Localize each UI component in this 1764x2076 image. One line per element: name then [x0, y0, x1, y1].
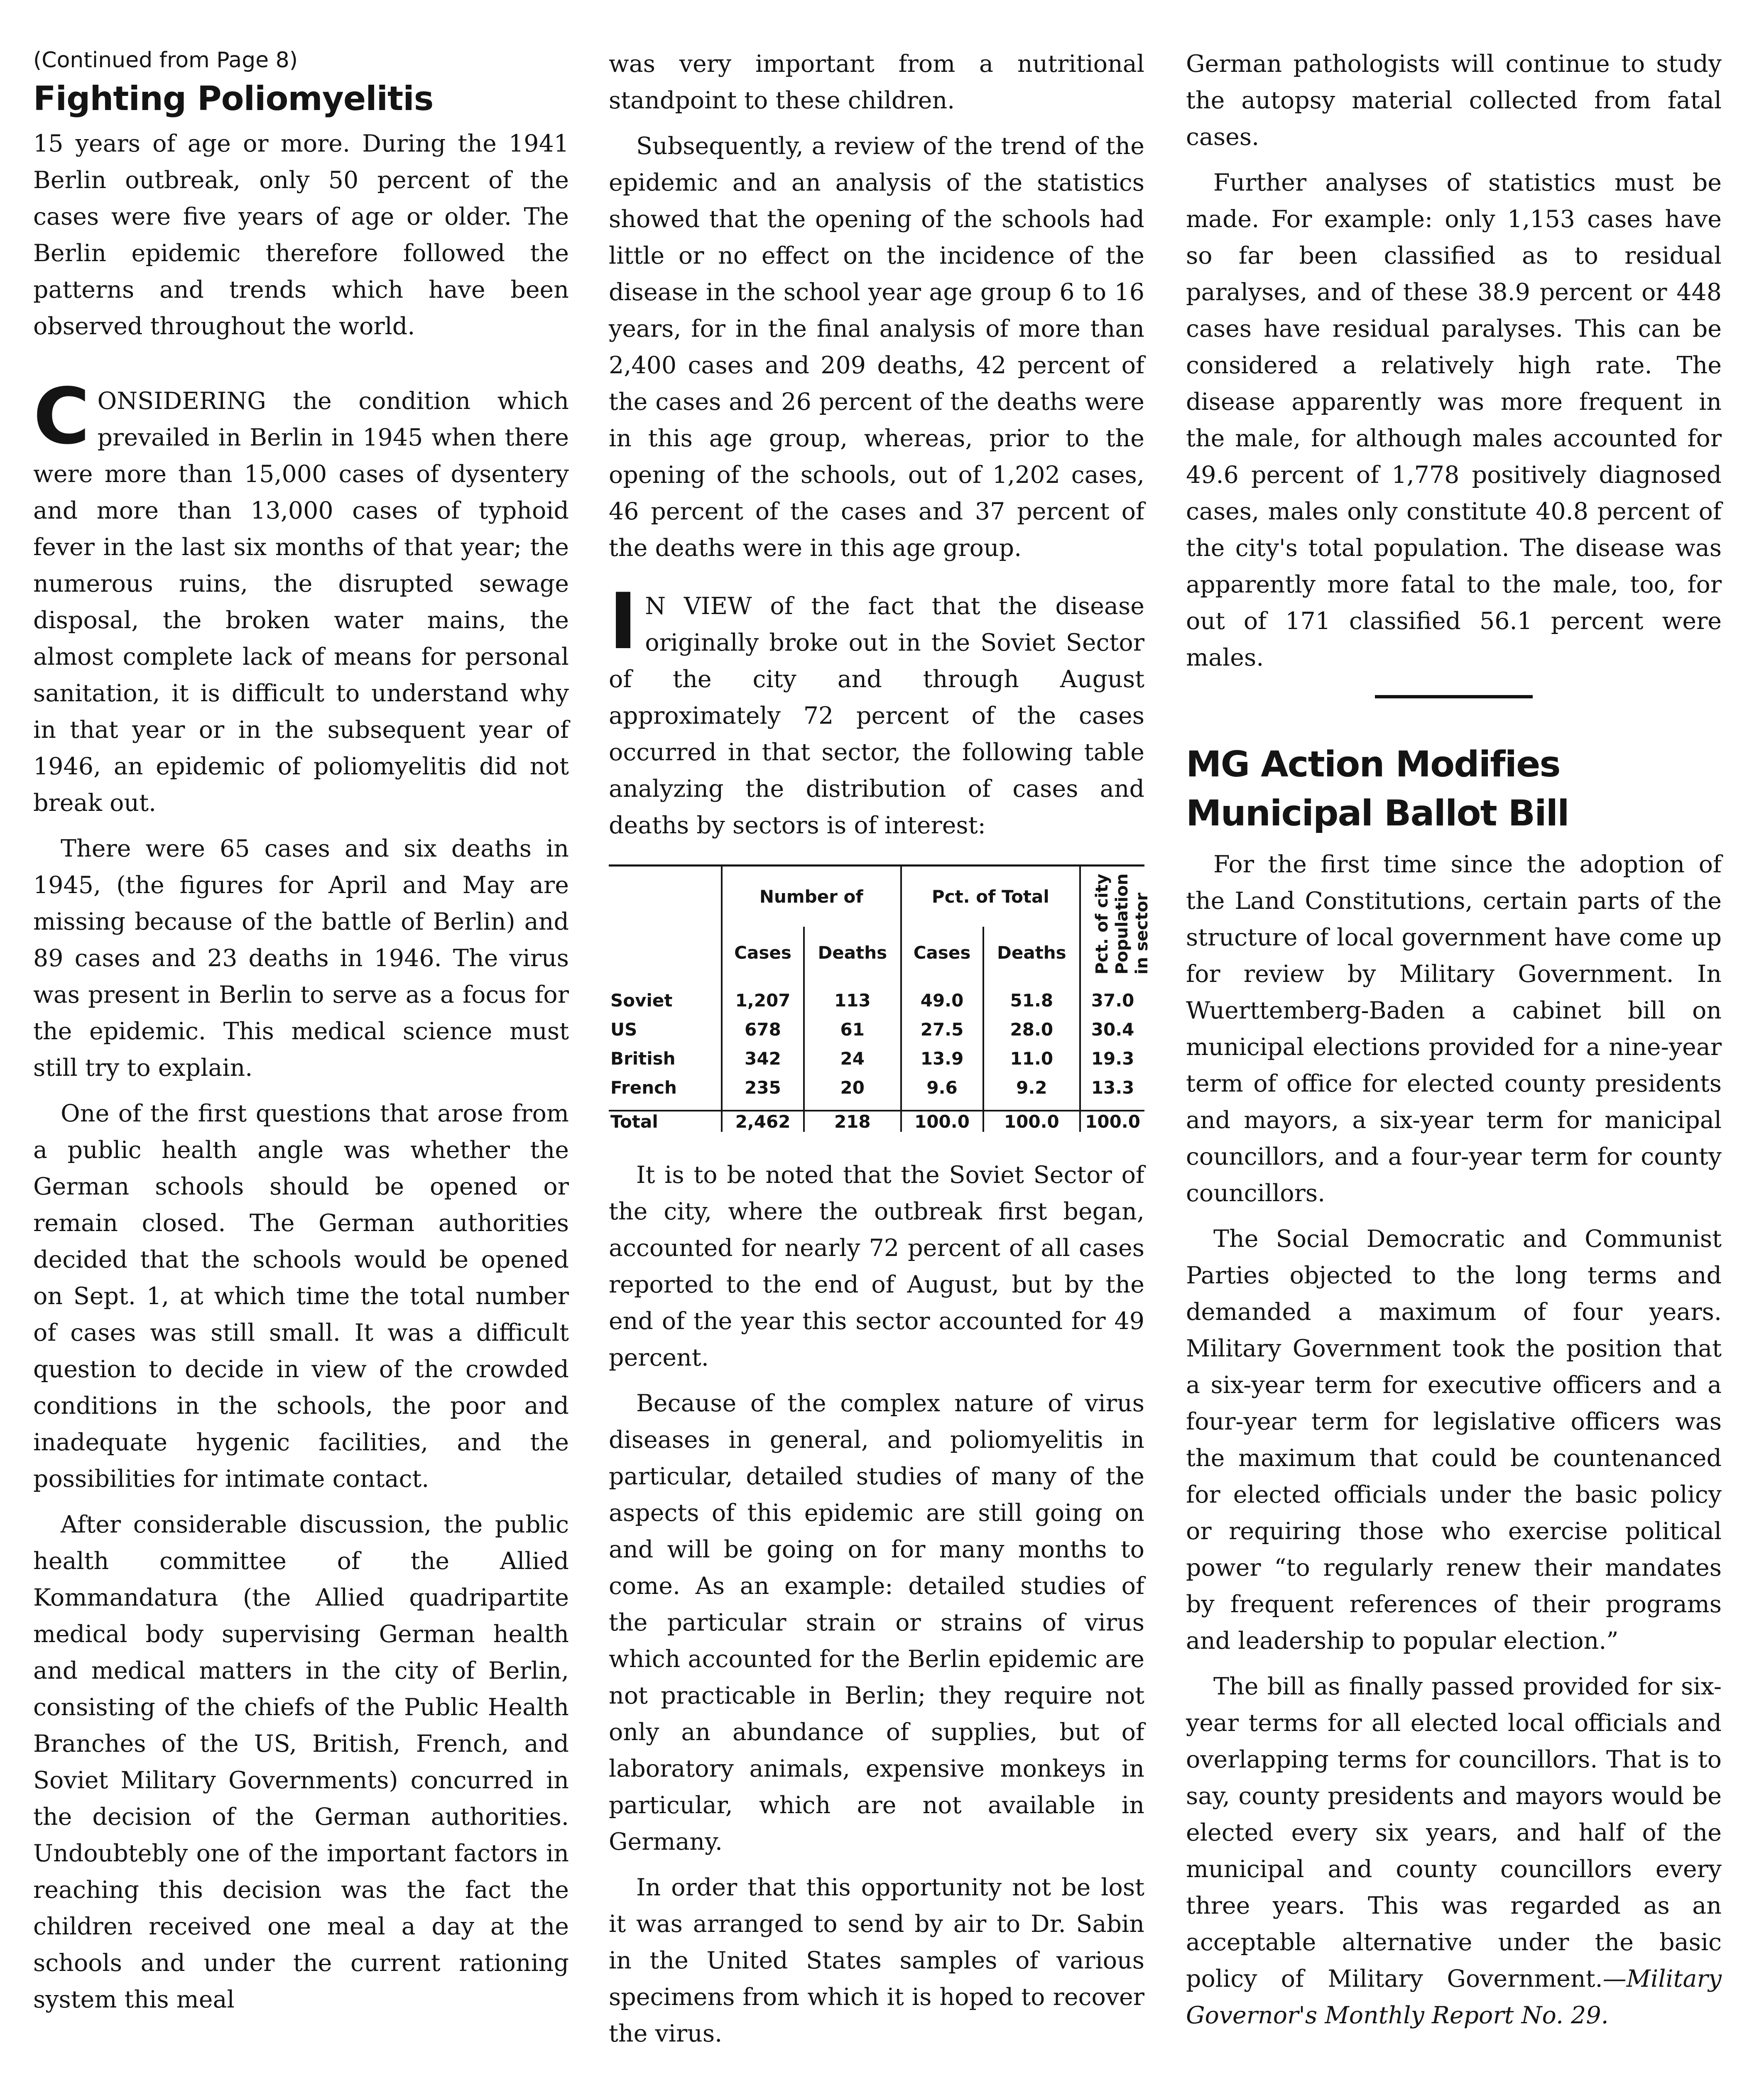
paragraph: After considerable discussion, the public health committee of the Allied Kommandatura (the Allied quadripartite medical body supervising German health and medical matters in the city of Berlin, consisting of the chiefs of the Public Health Branches of the US, British, French, and Soviet Military Governments) concurred in the decision of the German authorities. Undoubtebly one of the important factors in reaching this decision was the fact the children received one meal a day at the schools and under the current rationing system this meal — [33, 1511, 569, 2013]
cell-deaths: 218 — [804, 1111, 901, 1132]
cell-sector: British — [610, 1048, 676, 1069]
cell-sector: French — [610, 1077, 677, 1098]
paragraph — [1186, 1668, 1722, 2034]
cell-deaths: 61 — [804, 1015, 901, 1044]
table-row — [609, 979, 1144, 1015]
cell-pct-cases: 49.0 — [901, 979, 983, 1015]
cell-deaths: 113 — [804, 979, 901, 1015]
section-divider — [1375, 695, 1533, 698]
cell-sector: Soviet — [610, 990, 673, 1011]
column-3 — [1186, 46, 1722, 2043]
cell-pct-deaths: 11.0 — [983, 1044, 1080, 1073]
cell-cases: 342 — [722, 1044, 804, 1073]
paragraph: German pathologists will continue to study the autopsy material collected from fatal cases. — [1186, 50, 1722, 151]
header-pct-cases: Cases — [901, 927, 983, 979]
paragraph: was very important from a nutritional standpoint to these children. — [609, 50, 1144, 114]
cell-cases: 1,207 — [722, 979, 804, 1015]
header-cases: Cases — [722, 927, 804, 979]
headline-mg-action: MG Action Modifies Municipal Ballot Bill — [1186, 744, 1569, 834]
paragraph-text: of the fact that the disease originally broke out in the Soviet Sector of the city and through August approximately 72 percent of the cases occurred in that sector, the following table analyzing the distribution of cases and deaths by sectors is of interest: — [609, 592, 1145, 839]
cell-sector: US — [610, 1019, 637, 1040]
drop-cap: I — [609, 576, 638, 666]
cell-pct-deaths: 9.2 — [983, 1073, 1080, 1111]
table-row — [609, 1044, 1144, 1073]
cell-pop: 30.4 — [1080, 1015, 1144, 1044]
table-row — [609, 1015, 1144, 1044]
cell-deaths: 20 — [804, 1073, 901, 1111]
cell-sector: Total — [609, 1111, 722, 1132]
cell-deaths: 24 — [804, 1044, 901, 1073]
cell-pct-cases: 13.9 — [901, 1044, 983, 1073]
cell-cases: 2,462 — [722, 1111, 804, 1132]
cell-pct-deaths: 100.0 — [983, 1111, 1080, 1132]
header-pct-of-total: Pct. of Total — [901, 866, 1080, 927]
source-credit: —Military Governor's Monthly Report No. 29. — [1186, 1965, 1722, 2029]
paragraph: Further analyses of statistics must be made. For example: only 1,153 cases have so far been classified as to residual paralyses, and of these 38.9 percent or 448 cases have residual paralyses. This can be considered a relatively high rate. The disease apparently was more frequent in the male, for although males accounted for 49.6 percent of 1,778 positively diagnosed cases, males only constitute 40.8 percent of the city's total population. The disease was apparently more fatal to the male, too, for out of 171 classified 56.1 percent were males. — [1186, 169, 1722, 671]
cell-pop: 13.3 — [1080, 1073, 1144, 1111]
cell-pop: 19.3 — [1080, 1044, 1144, 1073]
paragraph: For the first time since the adoption of the Land Constitutions, certain parts of the structure of local government have come up for review by Military Government. In Wuerttemberg-Baden a cabinet bill on municipal elections provided for a nine-year term of office for elected county presidents and mayors, a six-year term for manicipal councillors, and a four-year term for county councillors. — [1186, 851, 1722, 1207]
paragraph-dropcap — [33, 371, 569, 821]
header-pct-deaths: Deaths — [983, 927, 1080, 979]
table-body — [609, 979, 1144, 1111]
cell-pop: 100.0 — [1080, 1111, 1144, 1132]
cell-pct-cases: 9.6 — [901, 1073, 983, 1111]
cell-cases: 678 — [722, 1015, 804, 1044]
paragraph: Because of the complex nature of virus diseases in general, and poliomyelitis in particular, detailed studies of many of the aspects of this epidemic are still going on and will be going on for many months to come. As an example: detailed studies of the particular strain or strains of virus which accounted for the Berlin epidemic are not practicable in Berlin; they require not only an abundance of supplies, but of laboratory animals, expensive monkeys in particular, which are not available in Germany. — [609, 1390, 1144, 1856]
header-pct-population: Pct. of city Population in sector — [1092, 873, 1152, 974]
lead-in: N VIEW — [645, 592, 752, 620]
cell-pop: 37.0 — [1080, 979, 1144, 1015]
cell-pct-deaths: 28.0 — [983, 1015, 1080, 1044]
paragraph: It is to be noted that the Soviet Sector of the city, where the outbreak first began, accounted for nearly 72 percent of all cases reported to the end of August, but by the end of the year this sector accounted for 49 percent. — [609, 1161, 1144, 1371]
cell-pct-deaths: 51.8 — [983, 979, 1080, 1015]
paragraph: One of the first questions that arose from a public health angle was whether the German schools should be opened or remain closed. The German authorities decided that the schools would be opened on Sept. 1, at which time the total number of cases was still small. It was a difficult question to decide in view of the crowded conditions in the schools, the poor and inadequate hygenic facilities, and the possibilities for intimate contact. — [33, 1100, 569, 1493]
continued-note: (Continued from Page 8) — [33, 48, 298, 73]
paragraph: Subsequently, a review of the trend of the epidemic and an analysis of the statistics showed that the opening of the schools had little or no effect on the incidence of the disease in the school year age group 6 to 16 years, for in the final analysis of more than 2,400 cases and 209 deaths, 42 percent of the cases and 26 percent of the deaths were in this age group, whereas, prior to the opening of the schools, out of 1,202 cases, 46 percent of the cases and 37 percent of the deaths were in this age group. — [609, 132, 1144, 562]
column-1 — [33, 46, 569, 2027]
header-number-of: Number of — [722, 866, 901, 927]
paragraph-text: The bill as finally passed provided for six-year terms for all elected local officials and overlapping terms for councillors. That is to say, county presidents and mayors would be elected every six years, and half of the municipal and county councillors every three years. This was regarded as an acceptable alternative under the basic policy of Military Government. — [1186, 1673, 1722, 1993]
sector-statistics-table — [609, 864, 1152, 1132]
header-deaths: Deaths — [804, 927, 901, 979]
headline-fighting-poliomyelitis: Fighting Poliomyelitis — [33, 79, 434, 118]
table-row — [609, 1073, 1144, 1111]
paragraph: The Social Democratic and Communist Parties objected to the long terms and demanded a maximum of four years. Military Government took the position that a six-year term for executive officers and a four-year term for legislative officers was the maximum that could be countenanced for elected officials under the basic policy or requiring those who exercise political power “to regularly renew their mandates by frequent references of their programs and leadership to popular election.” — [1186, 1225, 1722, 1655]
paragraph: In order that this opportunity not be lost it was arranged to send by air to Dr. Sabin in the United States samples of various specimens from which it is hoped to recover the virus. — [609, 1874, 1144, 2047]
column-2 — [609, 46, 1152, 2061]
drop-cap: C — [33, 371, 90, 461]
paragraph-dropcap — [609, 576, 1145, 844]
paragraph-text: the condition which prevailed in Berlin in 1945 when there were more than 15,000 cases of dysentery and more than 13,000 cases of typhoid fever in the last six months of that year; the numerous ruins, the disrupted sewage disposal, the broken water mains, the almost complete lack of means for personal sanitation, it is difficult to understand why in that year or in the subsequent year of 1946, an epidemic of poliomyelitis did not break out. — [33, 387, 569, 817]
cell-pct-cases: 27.5 — [901, 1015, 983, 1044]
lead-in: ONSIDERING — [97, 387, 266, 415]
cell-cases: 235 — [722, 1073, 804, 1111]
paragraph: There were 65 cases and six deaths in 1945, (the figures for April and May are missing because of the battle of Berlin) and 89 cases and 23 deaths in 1946. The virus was present in Berlin to serve as a focus for the epidemic. This medical science must still try to explain. — [33, 835, 569, 1082]
cell-pct-cases: 100.0 — [901, 1111, 983, 1132]
table-total-row — [609, 1111, 1144, 1132]
paragraph: 15 years of age or more. During the 1941 Berlin outbreak, only 50 percent of the cases were five years of age or older. The Berlin epidemic therefore followed the patterns and trends which have been observed throughout the world. — [33, 130, 569, 340]
